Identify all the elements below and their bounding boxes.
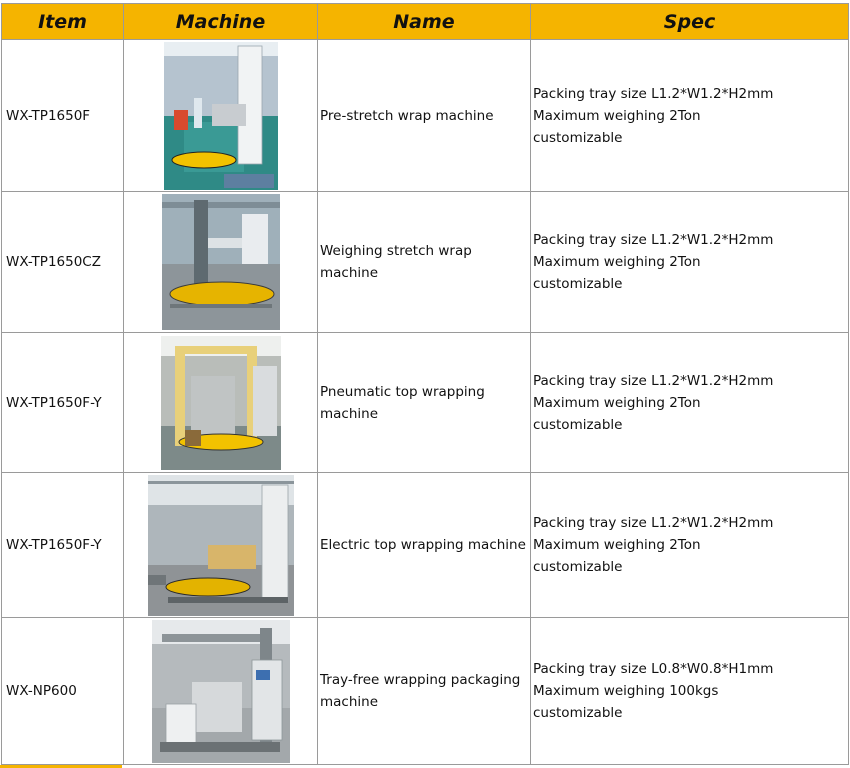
- machine-photo-cell: [124, 618, 318, 765]
- header-item: Item: [2, 4, 124, 40]
- spec-customizable: customizable: [533, 416, 623, 433]
- spec-customizable: customizable: [533, 559, 623, 575]
- machine-photo-cell: [124, 473, 318, 618]
- item-code: WX-TP1650F: [2, 40, 124, 192]
- spec-max-weight: Maximum weighing 100kgs: [533, 683, 719, 699]
- machine-spec: [531, 40, 849, 192]
- machine-name: Tray-free wrapping packaging machine: [318, 618, 531, 765]
- item-code: WX-NP600: [2, 618, 124, 765]
- machine-name: Pre-stretch wrap machine: [318, 40, 531, 192]
- spec-customizable: customizable: [533, 276, 623, 292]
- machine-name: Electric top wrapping machine: [318, 473, 531, 618]
- header-spec: Spec: [531, 4, 849, 40]
- spec-max-weight: Maximum weighing 2Ton: [533, 537, 701, 553]
- item-code: WX-TP1650F-Y: [2, 473, 124, 618]
- machine-photo-cell: [124, 40, 318, 192]
- machine-spec-table: [1, 3, 849, 765]
- table-row: [2, 333, 849, 473]
- machine-photo-cell: [124, 192, 318, 333]
- spec-max-weight: Maximum weighing 2Ton: [533, 254, 701, 270]
- item-code: WX-TP1650F-Y: [2, 333, 124, 473]
- machine-spec: [531, 192, 849, 333]
- machine-name: Pneumatic top wrapping machine: [318, 333, 531, 473]
- machine-photo: [152, 620, 290, 763]
- machine-photo: [161, 336, 281, 470]
- spec-max-weight: Maximum weighing 2Ton: [533, 107, 701, 124]
- machine-spec: [531, 333, 849, 473]
- spec-tray-size: Packing tray size L0.8*W0.8*H1mm: [533, 661, 774, 677]
- table-row: [2, 618, 849, 765]
- machine-name: Weighing stretch wrap machine: [318, 192, 531, 333]
- item-code: WX-TP1650CZ: [2, 192, 124, 333]
- spec-tray-size: Packing tray size L1.2*W1.2*H2mm: [533, 515, 774, 531]
- spec-tray-size: Packing tray size L1.2*W1.2*H2mm: [533, 372, 774, 389]
- machine-spec: [531, 618, 849, 765]
- header-machine: Machine: [124, 4, 318, 40]
- spec-customizable: customizable: [533, 705, 623, 721]
- table-row: [2, 473, 849, 618]
- machine-photo: [162, 194, 280, 330]
- table-row: [2, 40, 849, 192]
- spec-tray-size: Packing tray size L1.2*W1.2*H2mm: [533, 85, 774, 102]
- machine-photo: [148, 475, 294, 616]
- machine-photo: [164, 42, 278, 190]
- spec-customizable: customizable: [533, 129, 623, 146]
- spec-max-weight: Maximum weighing 2Ton: [533, 394, 701, 411]
- header-name: Name: [318, 4, 531, 40]
- machine-photo-cell: [124, 333, 318, 473]
- header-row: [2, 4, 849, 40]
- spec-tray-size: Packing tray size L1.2*W1.2*H2mm: [533, 232, 774, 248]
- machine-spec: [531, 473, 849, 618]
- table-row: [2, 192, 849, 333]
